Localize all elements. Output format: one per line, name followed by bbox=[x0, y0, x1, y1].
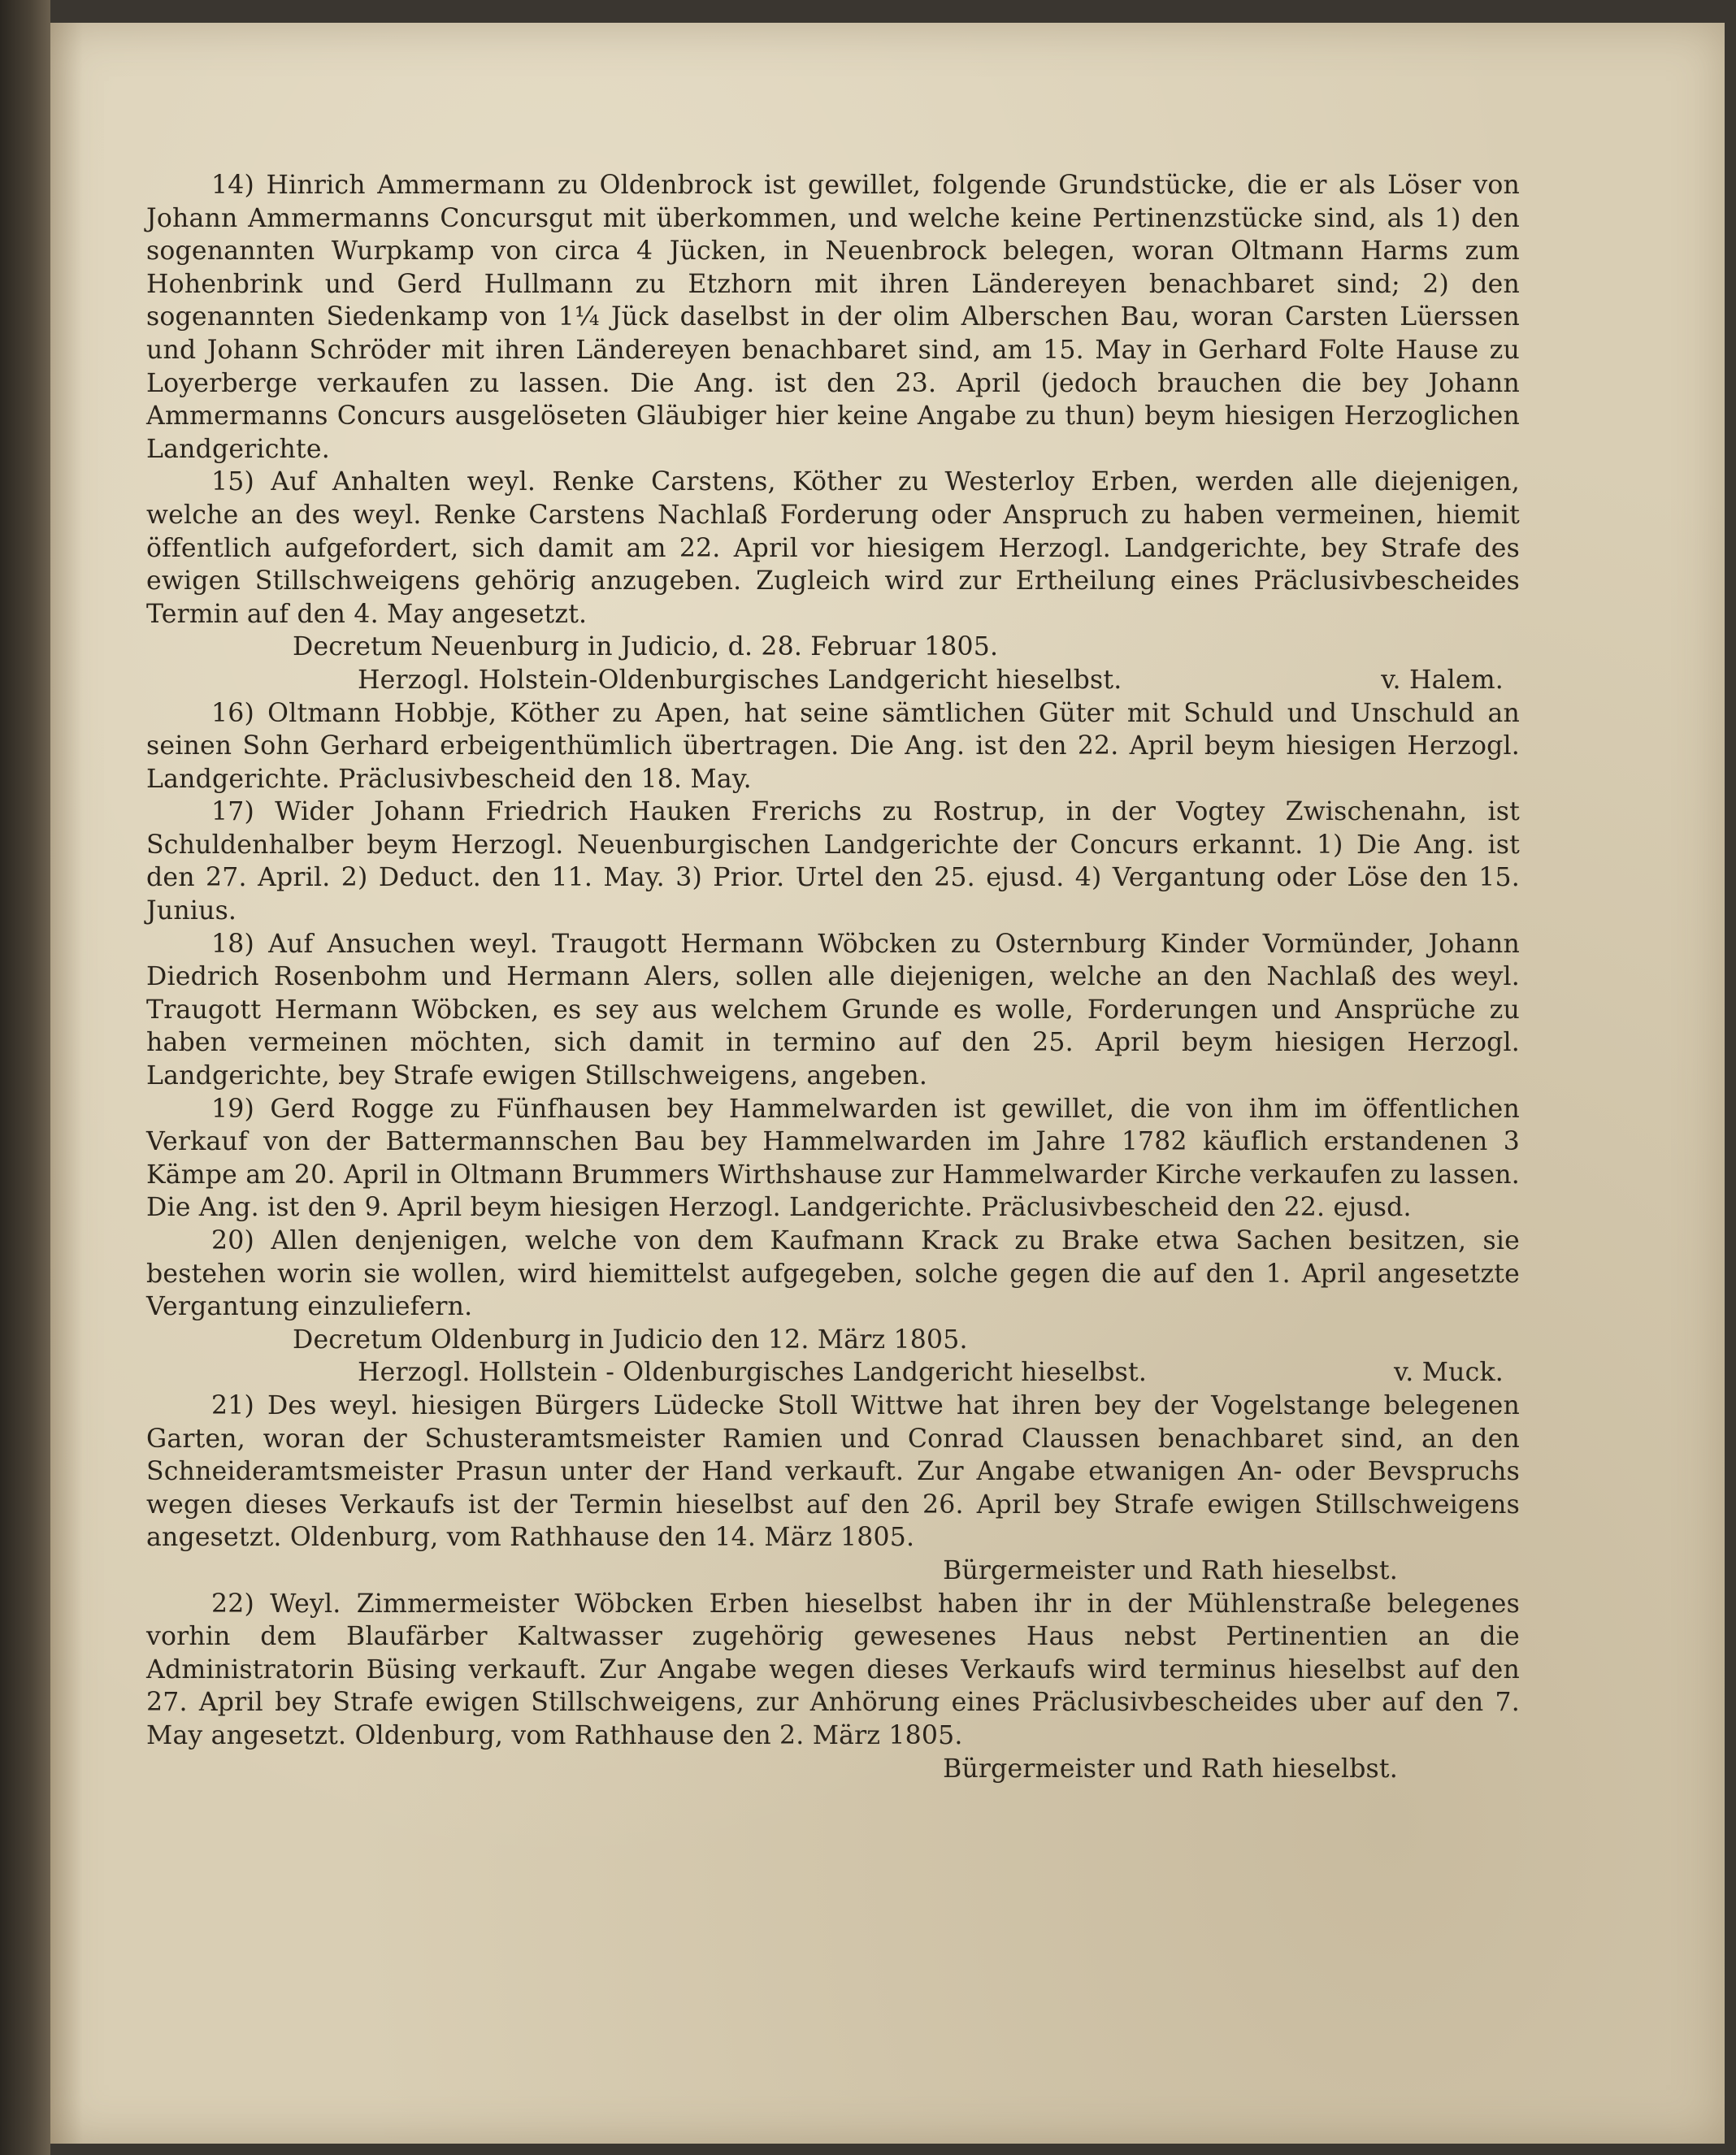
notice-16: 16) Oltmann Hobbje, Köther zu Apen, hat seine sämtlichen Güter mit Schuld und Unschuld an seinen Sohn Gerhard erbeigenthümlich übertragen. Die Ang. ist den 22. April beym hiesigen Herzogl. Landgerichte. Präclusivbescheid den 18. May. bbox=[146, 698, 1520, 794]
notice-21: 21) Des weyl. hiesigen Bürgers Lüdecke Stoll Wittwe hat ihren bey der Vogelstange belegenen Garten, woran der Schusteramtsmeister Ramien und Conrad Claussen benachbaret sind, an den Schneideramtsmeister Prasun unter der Hand verkauft. Zur Angabe etwanigen An- oder Bevspruchs wegen dieses Verkaufs ist der Termin hieselbst auf den 26. April bey Strafe ewigen Stillschweigens angesetzt. Oldenburg, vom Rathhause den 14. März 1805. bbox=[146, 1390, 1520, 1553]
notice-14: 14) Hinrich Ammermann zu Oldenbrock ist gewillet, folgende Grundstücke, die er als Löser von Johann Ammermanns Concursgut mit überkommen, und welche keine Pertinenzstücke sind, als 1) den sogenannten Wurpkamp von circa 4 Jücken, in Neuenbrock belegen, woran Oltmann Harms zum Hohenbrink und Gerd Hullmann zu Etzhorn mit ihren Ländereyen benachbaret sind; 2) den sogenannten Siedenkamp von 1¼ Jück daselbst in der olim Alberschen Bau, woran Carsten Lüerssen und Johann Schröder mit ihren Ländereyen benachbaret sind, am 15. May in Gerhard Folte Hause zu Loyerberge verkaufen zu lassen. Die Ang. ist den 23. April (jedoch brauchen die bey Johann Ammermanns Concurs ausgelöseten Gläubiger hier keine Angabe zu thun) beym hiesigen Herzoglichen Landgerichte. bbox=[146, 171, 1520, 464]
notice-18: 18) Auf Ansuchen weyl. Traugott Hermann Wöbcken zu Osternburg Kinder Vormünder, Johann Diedrich Rosenbohm und Hermann Alers, sollen alle diejenigen, welche an den Nachlaß des weyl. Traugott Hermann Wöbcken, es sey aus welchem Grunde es wolle, Forderungen und Ansprüche zu haben vermeinen möchten, sich damit in termino auf den 25. April beym hiesigen Herzogl. Landgerichte, bey Strafe ewigen Stillschweigens, angeben. bbox=[146, 929, 1520, 1091]
council-signature-22: Bürgermeister und Rath hieselbst. bbox=[943, 1754, 1398, 1784]
council-signature-21: Bürgermeister und Rath hieselbst. bbox=[943, 1555, 1398, 1585]
document-page bbox=[50, 23, 1725, 2144]
decree-neuenburg: Decretum Neuenburg in Judicio, d. 28. Februar 1805. bbox=[293, 632, 999, 662]
notice-22: 22) Weyl. Zimmermeister Wöbcken Erben hieselbst haben ihr in der Mühlenstraße belegenes vorhin dem Blaufärber Kaltwasser zugehörig gewesenes Haus nebst Pertinentien an die Administratorin Büsing verkauft. Zur Angabe wegen dieses Verkaufs wird terminus hieselbst auf den 27. April bey Strafe ewigen Stillschweigens, zur Anhörung eines Präclusivbescheides uber auf den 7. May angesetzt. Oldenburg, vom Rathhause den 2. März 1805. bbox=[146, 1589, 1520, 1750]
court-name: Herzogl. Holstein-Oldenburgisches Landgericht hieselbst. bbox=[358, 665, 1122, 695]
decree-oldenburg: Decretum Oldenburg in Judicio den 12. März 1805. bbox=[293, 1325, 968, 1355]
notice-19: 19) Gerd Rogge zu Fünfhausen bey Hammelwarden ist gewillet, die von ihm im öffentlichen Verkauf von der Battermannschen Bau bey Hammelwarden im Jahre 1782 käuflich erstandenen 3 Kämpe am 20. April in Oltmann Brummers Wirthshause zur Hammelwarder Kirche verkaufen zu lassen. Die Ang. ist den 9. April beym hiesigen Herzogl. Landgerichte. Präclusivbescheid den 22. ejusd. bbox=[146, 1094, 1520, 1223]
page-text bbox=[146, 169, 1520, 1785]
notice-20: 20) Allen denjenigen, welche von dem Kaufmann Krack zu Brake etwa Sachen besitzen, sie bestehen worin sie wollen, wird hiemittelst aufgegeben, solche gegen die auf den 1. April angesetzte Vergantung einzuliefern. bbox=[146, 1226, 1520, 1322]
signer-name: v. Halem. bbox=[1381, 665, 1504, 695]
notice-15: 15) Auf Anhalten weyl. Renke Carstens, Köther zu Westerloy Erben, werden alle diejenigen, welche an des weyl. Renke Carstens Nachlaß Forderung oder Anspruch zu haben vermeinen, hiemit öffentlich aufgefordert, sich damit am 22. April vor hiesigem Herzogl. Landgerichte, bey Strafe des ewigen Stillschweigens gehörig anzugeben. Zugleich wird zur Ertheilung eines Präclusivbescheides Termin auf den 4. May angesetzt. bbox=[146, 467, 1520, 629]
court-name: Herzogl. Hollstein - Oldenburgisches Landgericht hieselbst. bbox=[358, 1358, 1148, 1388]
court-signature-2 bbox=[146, 1356, 1520, 1390]
signer-name: v. Muck. bbox=[1394, 1358, 1504, 1388]
court-signature-1 bbox=[146, 664, 1520, 697]
notice-17: 17) Wider Johann Friedrich Hauken Frerichs zu Rostrup, in der Vogtey Zwischenahn, ist Schuldenhalber beym Herzogl. Neuenburgischen Landgerichte der Concurs erkannt. 1) Die Ang. ist den 27. April. 2) Deduct. den 11. May. 3) Prior. Urtel den 25. ejusd. 4) Vergantung oder Löse den 15. Junius. bbox=[146, 797, 1520, 926]
book-spine bbox=[0, 0, 50, 2155]
